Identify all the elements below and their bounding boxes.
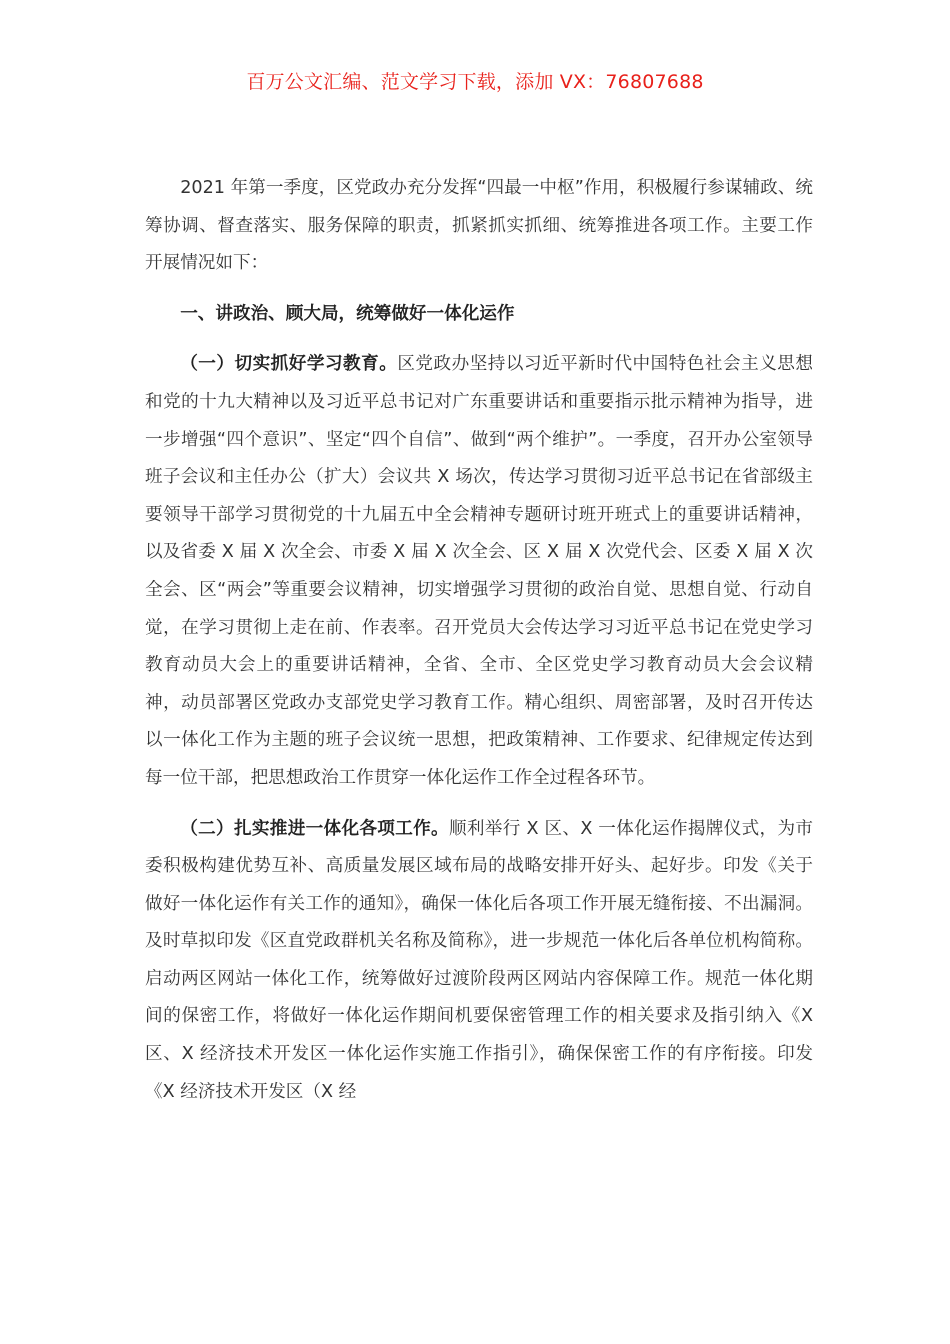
intro-paragraph: 2021 年第一季度，区党政办充分发挥“四最一中枢”作用，积极履行参谋辅政、统筹协调、督查落实、服务保障的职责，抓紧抓实抓细、统筹推进各项工作。主要工作开展情况如下：: [145, 178, 813, 274]
subsection-2-text: 顺利举行 X 区、X 一体化运作揭牌仪式，为市委积极构建优势互补、高质量发展区域布局的战略安排开好头、起好步。印发《关于做好一体化运作有关工作的通知》，确保一体化后各项工作开展无缝衔接、不出漏洞。及时草拟印发《区直党政群机关名称及简称》，进一步规范一体化后各单位机构简称。启动两区网站一体化工作，统筹做好过渡阶段两区网站内容保障工作。规范一体化期间的保密工作，将做好一体化运作期间机要保密管理工作的相关要求及指引纳入《X 区、X 经济技术开发区一体化运作实施工作指引》，确保保密工作的有序衔接。印发《X 经济技术开发区（X 经: [145, 818, 813, 1102]
document-body: [145, 170, 813, 1111]
subsection-1-paragraph: [145, 346, 813, 797]
section-heading-1: 一、讲政治、顾大局，统筹做好一体化运作: [180, 303, 515, 324]
subsection-2-lead: （二）扎实推进一体化各项工作。: [180, 818, 449, 839]
subsection-2-paragraph: [145, 811, 813, 1112]
subsection-1-text: 区党政办坚持以习近平新时代中国特色社会主义思想和党的十九大精神以及习近平总书记对广东重要讲话和重要指示批示精神为指导，进一步增强“四个意识”、坚定“四个自信”、做到“两个维护”。一季度，召开办公室领导班子会议和主任办公（扩大）会议共 X 场次，传达学习贯彻习近平总书记在省部级主要领导干部学习贯彻党的十九届五中全会精神专题研讨班开班式上的重要讲话精神，以及省委 X 届 X 次全会、市委 X 届 X 次全会、区 X 届 X 次党代会、区委 X 届 X 次全会、区“两会”等重要会议精神，切实增强学习贯彻的政治自觉、思想自觉、行动自觉，在学习贯彻上走在前、作表率。召开党员大会传达学习习近平总书记在党史学习教育动员大会上的重要讲话精神，全省、全市、全区党史学习教育动员大会会议精神，动员部署区党政办支部党史学习教育工作。精心组织、周密部署，及时召开传达以一体化工作为主题的班子会议统一思想，把政策精神、工作要求、纪律规定传达到每一位干部，把思想政治工作贯穿一体化运作工作全过程各环节。: [145, 354, 813, 788]
promo-banner: 百万公文汇编、范文学习下载，添加 VX：76807688: [246, 71, 704, 93]
subsection-1-lead: （一）切实抓好学习教育。: [180, 354, 398, 375]
